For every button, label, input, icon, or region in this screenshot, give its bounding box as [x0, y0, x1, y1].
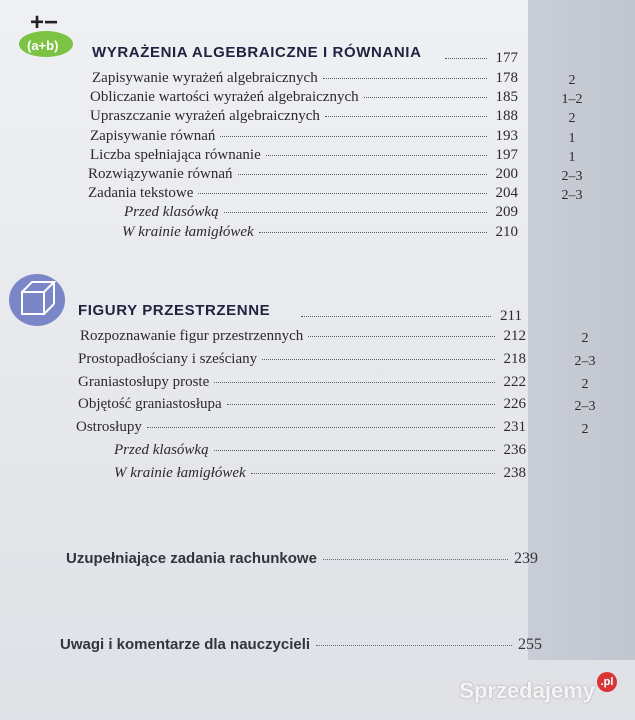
- section1-title-page: 177: [495, 50, 518, 66]
- extra-label: Uzupełniające zadania rachunkowe: [66, 550, 317, 567]
- toc-row: [114, 442, 526, 459]
- algebra-icon: [18, 10, 76, 58]
- dot-leader: [224, 212, 487, 213]
- toc-label: Prostopadłościany i sześciany: [78, 350, 258, 367]
- toc-grade: 1: [568, 130, 576, 146]
- toc-grade: 2: [581, 376, 589, 392]
- toc-page: 236: [503, 442, 526, 458]
- dot-leader: [262, 359, 495, 360]
- toc-label: Ostrosłupy: [76, 419, 142, 436]
- dot-leader: [445, 58, 487, 59]
- dot-leader: [147, 427, 495, 428]
- section2-title-row: [296, 308, 522, 325]
- dot-leader: [251, 473, 495, 474]
- dot-leader: [266, 155, 487, 156]
- toc-label: Rozpoznawanie figur przestrzennych: [80, 328, 304, 344]
- toc-page: 188: [495, 108, 518, 125]
- toc-grade: 2–3: [561, 169, 583, 184]
- section1-title: WYRAŻENIA ALGEBRAICZNE I RÓWNANIA: [92, 44, 422, 61]
- toc-label: Przed klasówką: [114, 442, 209, 458]
- toc-grade: 2: [581, 331, 589, 346]
- dot-leader: [308, 336, 495, 337]
- toc-row: [90, 147, 518, 164]
- toc-page: 204: [495, 185, 518, 202]
- toc-label: Przed klasówką: [124, 204, 219, 221]
- toc-label: W krainie łamigłówek: [114, 464, 246, 481]
- watermark-text: Sprzedajemy: [459, 678, 595, 703]
- toc-row: [76, 419, 526, 436]
- toc-grade: 2: [568, 111, 576, 127]
- toc-page: 185: [495, 89, 518, 106]
- toc-row: [78, 351, 526, 368]
- icon-bottom-text: (a+b): [27, 38, 59, 53]
- toc-row: [90, 89, 518, 106]
- toc-label: Liczba spełniająca równanie: [90, 146, 261, 163]
- toc-label: Graniastosłupy proste: [78, 373, 210, 390]
- toc-grade: 1–2: [561, 92, 583, 108]
- toc-page: 218: [503, 350, 526, 367]
- section2-title: FIGURY PRZESTRZENNE: [78, 302, 271, 319]
- toc-label: Zapisywanie wyrażeń algebraicznych: [92, 70, 318, 86]
- toc-grade: 2: [568, 73, 576, 88]
- toc-page: 212: [503, 328, 526, 344]
- icon-top-text: +−: [30, 10, 59, 36]
- toc-grade: 2–3: [574, 399, 596, 415]
- toc-grade: 1: [568, 149, 576, 165]
- toc-label: Obliczanie wartości wyrażeń algebraicznych: [90, 89, 359, 106]
- toc-row: [92, 70, 518, 87]
- dot-leader: [323, 559, 508, 560]
- toc-label: Zadania tekstowe: [88, 185, 194, 202]
- dot-leader: [214, 450, 495, 451]
- dot-leader: [198, 193, 487, 194]
- toc-page: 226: [503, 396, 526, 413]
- dot-leader: [220, 136, 487, 137]
- toc-grade: 2: [581, 422, 589, 438]
- toc-row: [78, 374, 526, 391]
- toc-row: [90, 128, 518, 145]
- dot-leader: [325, 116, 487, 117]
- toc-page: 200: [495, 166, 518, 182]
- extra-page: 255: [518, 636, 542, 653]
- toc-row: [88, 166, 518, 183]
- toc-label: W krainie łamigłówek: [122, 223, 254, 240]
- toc-label: Zapisywanie równań: [90, 127, 216, 144]
- toc-page: 238: [503, 464, 526, 481]
- toc-row: [88, 185, 518, 202]
- toc-page: 178: [495, 70, 518, 86]
- dot-leader: [323, 78, 487, 79]
- toc-grade: 2–3: [561, 188, 583, 204]
- dot-leader: [364, 97, 487, 98]
- dot-leader: [238, 174, 487, 175]
- toc-grade: 2–3: [574, 353, 596, 369]
- watermark-logo: [459, 678, 617, 704]
- dot-leader: [214, 382, 495, 383]
- toc-row: [124, 204, 518, 221]
- watermark-suffix: .pl: [597, 672, 617, 692]
- dot-leader: [259, 232, 487, 233]
- toc-page: 222: [503, 373, 526, 390]
- dot-leader: [316, 645, 512, 646]
- section1-title-row: [440, 50, 518, 67]
- toc-page: 209: [495, 204, 518, 221]
- toc-page: 193: [495, 127, 518, 144]
- toc-label: Objętość graniastosłupa: [78, 396, 222, 413]
- dot-leader: [227, 404, 495, 405]
- extra-label: Uwagi i komentarze dla nauczycieli: [60, 636, 311, 653]
- toc-row: [114, 465, 526, 482]
- cube-icon: [4, 270, 66, 328]
- toc-row: [122, 224, 518, 241]
- toc-page: 197: [495, 146, 518, 163]
- toc-label: Upraszczanie wyrażeń algebraicznych: [90, 108, 320, 125]
- toc-row: [80, 328, 526, 345]
- extra-row: [66, 550, 538, 568]
- dot-leader: [301, 316, 491, 317]
- toc-row: [90, 108, 518, 125]
- toc-label: Rozwiązywanie równań: [88, 166, 233, 182]
- extra-page: 239: [514, 550, 538, 567]
- toc-row: [78, 396, 526, 413]
- toc-page: 210: [495, 223, 518, 240]
- toc-page: 231: [503, 419, 526, 436]
- section2-title-page: 211: [500, 308, 522, 324]
- extra-row: [60, 636, 542, 654]
